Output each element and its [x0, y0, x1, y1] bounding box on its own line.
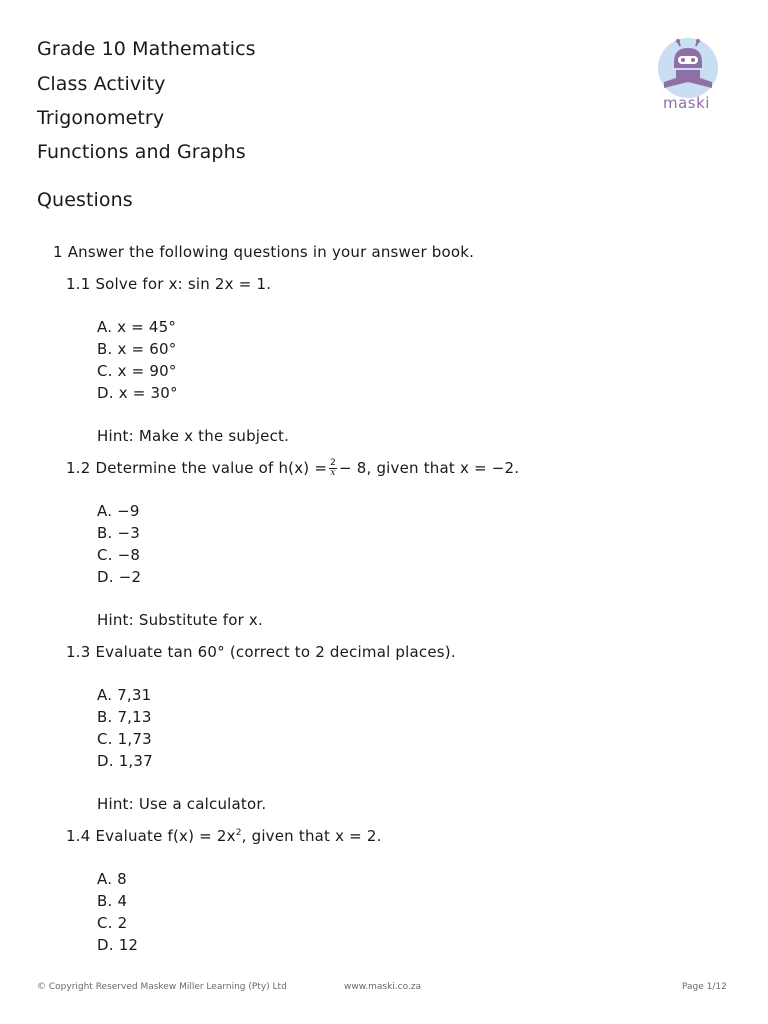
logo-text: maski	[663, 94, 710, 112]
question-text: Answer the following questions in your answer book.	[67, 243, 475, 261]
option-a: A. x = 45°	[97, 318, 177, 336]
doc-activity-title: Class Activity	[37, 73, 166, 95]
hint-text: Hint: Use a calculator.	[97, 795, 267, 813]
question-text-continued: , given that x = 2.	[241, 827, 382, 845]
option-c: C. 2	[97, 914, 128, 932]
question-text-continued: − 8, given that x = −2.	[339, 459, 520, 477]
question-text: Solve for x: sin 2x = 1.	[95, 275, 272, 293]
doc-grade-title: Grade 10 Mathematics	[37, 38, 256, 60]
option-c: C. 1,73	[97, 730, 152, 748]
option-b: B. 4	[97, 892, 128, 910]
option-b: B. 7,13	[97, 708, 152, 726]
fraction: $\frac{2}{x}$	[330, 458, 337, 478]
option-d: D. x = 30°	[97, 384, 178, 402]
question-number: 1	[53, 243, 63, 261]
option-b: B. x = 60°	[97, 340, 177, 358]
option-d: D. −2	[97, 568, 142, 586]
option-d: D. 12	[97, 936, 139, 954]
doc-topic-title: Trigonometry	[37, 107, 165, 129]
question-number: 1.3	[66, 643, 91, 661]
hint-text: Hint: Substitute for x.	[97, 611, 263, 629]
question-1-3	[66, 643, 456, 661]
question-text: Evaluate tan 60° (correct to 2 decimal places).	[95, 643, 456, 661]
maski-logo	[656, 38, 720, 114]
question-number: 1.4	[66, 827, 91, 845]
section-heading: Questions	[37, 189, 133, 211]
question-number: 1.2	[66, 459, 91, 477]
question-1-1	[66, 275, 271, 293]
option-a: A. 7,31	[97, 686, 152, 704]
hint-text: Hint: Make x the subject.	[97, 427, 290, 445]
option-d: D. 1,37	[97, 752, 153, 770]
question-text: Evaluate f(x) = 2x	[95, 827, 236, 845]
footer-page-number: Page 1/12	[682, 982, 727, 992]
question-text: Determine the value of h(x) =	[95, 459, 328, 477]
option-a: A. 8	[97, 870, 127, 888]
option-a: A. −9	[97, 502, 140, 520]
doc-subtopic-title: Functions and Graphs	[37, 141, 246, 163]
footer-url[interactable]: www.maski.co.za	[344, 982, 422, 992]
footer-copyright: © Copyright Reserved Maskew Miller Learning (Pty) Ltd	[37, 982, 287, 992]
question-1-4	[66, 827, 382, 845]
question-number: 1.1	[66, 275, 91, 293]
question-1-2	[66, 459, 519, 478]
question-1	[53, 243, 474, 261]
option-b: B. −3	[97, 524, 140, 542]
option-c: C. −8	[97, 546, 141, 564]
exponent: 2	[235, 828, 242, 838]
option-c: C. x = 90°	[97, 362, 177, 380]
